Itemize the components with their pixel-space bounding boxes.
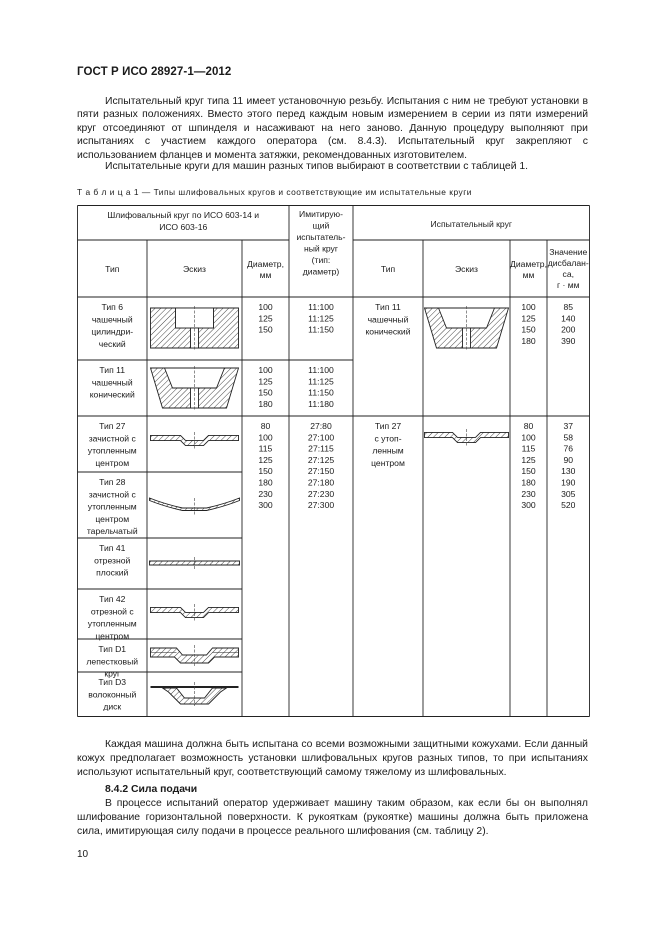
test-wheel-diameter: 180 <box>521 335 536 346</box>
test-wheel-type: Тип 11 <box>375 302 401 312</box>
diameter-value: 100 <box>258 432 273 443</box>
header-imbalance: са, <box>562 269 574 279</box>
table-caption: Т а б л и ц а 1 — Типы шлифовальных кругов и соответствующие им испытательные круги <box>77 187 472 197</box>
header-simulating-wheel: ный круг <box>304 243 338 254</box>
test-wheel-imbalance: 190 <box>561 477 576 488</box>
diameter-value: 150 <box>258 387 273 398</box>
diameter-value: 230 <box>258 488 273 499</box>
header-imbalance: дисбалан- <box>547 258 589 268</box>
grinding-wheel-type: зачистной с <box>88 433 136 444</box>
test-wheel-type: чашечный <box>367 314 409 325</box>
test-wheel-diameter: 300 <box>521 500 536 511</box>
simulating-wheel-value: 11:180 <box>308 398 334 409</box>
grinding-wheel-type: центром <box>95 513 130 524</box>
grinding-wheel-type: Тип 27 <box>99 421 126 431</box>
header-simulating-wheel: Имитирую- <box>299 209 343 219</box>
grinding-wheel-type: Тип 42 <box>99 594 126 604</box>
grinding-wheel-type: тарельчатый <box>86 526 138 537</box>
test-wheel-diameter: 150 <box>521 324 536 335</box>
simulating-wheel-value: 11:100 <box>308 302 334 312</box>
grinding-wheel-type: Тип 11 <box>99 365 126 375</box>
grinding-wheel-type: конический <box>89 389 135 400</box>
simulating-wheel-value: 11:150 <box>308 324 334 335</box>
header-simulating-wheel: (тип: <box>311 255 331 265</box>
simulating-wheel-value: 27:125 <box>307 454 335 465</box>
test-wheel-imbalance: 130 <box>561 466 576 477</box>
simulating-wheel-value: 27:100 <box>307 432 335 443</box>
test-wheel-diameter: 100 <box>521 432 536 443</box>
header-type: Тип <box>105 264 120 274</box>
grinding-wheel-type: плоский <box>96 567 129 578</box>
diameter-value: 80 <box>260 421 271 431</box>
paragraph-feed-force: В процессе испытаний оператор удерживает машину таким образом, как если бы он выполнял шлифование горизонтальной поверхности. К рукояткам (рукоятке) машины должна быть приложена сила, имитирующая силу подачи в процессе реального шлифования (см. таблицу 2). <box>77 798 588 837</box>
simulating-wheel-value: 27:115 <box>308 443 334 454</box>
grinding-wheel-type: отрезной <box>94 555 131 566</box>
header-test-diameter: мм <box>522 270 535 280</box>
header-diameter: Диаметр, <box>247 259 284 269</box>
test-wheel-type: Тип 27 <box>374 421 402 431</box>
grinding-wheel-type: утопленным <box>87 618 137 629</box>
grinding-wheel-type: Тип D1 <box>98 644 127 654</box>
grinding-wheel-type: чашечный <box>91 314 133 325</box>
diameter-value: 100 <box>258 302 273 312</box>
test-wheel-type: ленным <box>372 445 404 456</box>
simulating-wheel-value: 11:125 <box>308 376 334 387</box>
wheel-types-table <box>77 205 590 717</box>
grinding-wheel-type: отрезной с <box>90 606 134 617</box>
grinding-wheel-type: центром <box>95 457 130 468</box>
simulating-wheel-value: 27:150 <box>307 466 335 477</box>
section-heading-feed-force: 8.4.2 Сила подачи <box>105 784 198 795</box>
header-grinding-wheel: ИСО 603-16 <box>159 222 208 232</box>
test-wheel-diameter: 115 <box>521 443 536 454</box>
test-wheel-type: центром <box>371 457 405 468</box>
diameter-value: 150 <box>258 466 273 477</box>
grinding-wheel-type: Тип D3 <box>98 677 127 687</box>
diameter-value: 115 <box>258 443 273 454</box>
test-wheel-diameter: 125 <box>521 454 536 465</box>
test-wheel-type: конический <box>365 326 411 337</box>
simulating-wheel-value: 27:230 <box>307 488 335 499</box>
test-wheel-imbalance: 520 <box>561 500 576 511</box>
grinding-wheel-type: Тип 28 <box>99 477 126 487</box>
simulating-wheel-value: 11:150 <box>308 387 334 398</box>
page-number: 10 <box>77 849 89 860</box>
test-wheel-diameter: 80 <box>523 421 534 431</box>
header-simulating-wheel: испытатель- <box>296 232 346 242</box>
test-wheel-type: с утоп- <box>374 433 402 444</box>
simulating-wheel-value: 27:80 <box>310 421 332 431</box>
test-wheel-imbalance: 58 <box>563 432 574 443</box>
test-wheel-imbalance: 85 <box>563 302 574 312</box>
grinding-wheel-type: диск <box>103 701 122 712</box>
header-test-sketch: Эскиз <box>455 264 478 274</box>
diameter-value: 125 <box>258 454 273 465</box>
test-wheel-diameter: 180 <box>521 477 536 488</box>
grinding-wheel-type: ческий <box>98 338 126 349</box>
diameter-value: 180 <box>258 398 273 409</box>
diameter-value: 300 <box>258 500 273 511</box>
test-wheel-diameter: 100 <box>521 302 536 312</box>
header-imbalance: г · мм <box>556 280 580 290</box>
grinding-wheel-type: зачистной с <box>88 489 136 500</box>
test-wheel-imbalance: 200 <box>561 324 576 335</box>
diameter-value: 180 <box>258 477 273 488</box>
document-header: ГОСТ Р ИСО 28927-1—2012 <box>77 66 232 78</box>
test-wheel-diameter: 150 <box>521 466 536 477</box>
test-wheel-imbalance: 140 <box>561 313 576 324</box>
grinding-wheel-type: Тип 6 <box>101 302 123 312</box>
header-imbalance: Значение <box>549 247 588 257</box>
grinding-wheel-type: лепестковый <box>86 656 139 667</box>
test-wheel-imbalance: 90 <box>563 454 574 465</box>
test-wheel-imbalance: 305 <box>561 488 576 499</box>
simulating-wheel-value: 27:180 <box>307 477 335 488</box>
test-wheel-imbalance: 76 <box>563 443 574 454</box>
simulating-wheel-value: 11:100 <box>308 365 334 375</box>
grinding-wheel-type: утопленным <box>87 445 137 456</box>
simulating-wheel-value: 27:300 <box>307 500 335 511</box>
header-sketch: Эскиз <box>183 264 206 274</box>
test-wheel-imbalance: 390 <box>561 335 576 346</box>
test-wheel-imbalance: 37 <box>563 421 574 431</box>
grinding-wheel-type: утопленным <box>87 501 137 512</box>
grinding-wheel-type: цилиндри- <box>91 326 134 337</box>
header-grinding-wheel: Шлифовальный круг по ИСО 603-14 и <box>107 210 260 220</box>
diameter-value: 125 <box>258 376 273 387</box>
test-wheel-diameter: 125 <box>521 313 536 324</box>
header-test-diameter: Диаметр, <box>510 259 547 269</box>
header-diameter: мм <box>259 270 272 280</box>
header-simulating-wheel: диаметр) <box>302 266 340 277</box>
diameter-value: 150 <box>258 324 273 335</box>
grinding-wheel-type: круг <box>104 668 121 679</box>
test-wheel-diameter: 230 <box>521 488 536 499</box>
header-simulating-wheel: щий <box>312 220 330 231</box>
paragraph-test-wheel-type-11: Испытательный круг типа 11 имеет установочную резьбу. Испытания с ним не требуют установки в пяти разных положениях. Вместо этого перед каждым новым измерением в серии из пяти измерений круг отсоединяют от шпинделя и насаживают на него заново. Данную процедуру выполняют при испытаниях с участием каждого оператора (см. 8.4.3). Испытательный круг закрепляют с использованием фланцев и момента затяжки, рекомендованных изготовителем. <box>77 96 588 161</box>
paragraph-guards: Каждая машина должна быть испытана со всеми возможными защитными кожухами. Если данный кожух предполагает возможность установки шлифовальных кругов разных типов, то при испытаниях используют испытательный круг, соответствующий самому тяжелому из шлифовальных. <box>77 739 588 778</box>
header-test-type: Тип <box>380 264 396 274</box>
diameter-value: 125 <box>258 313 273 324</box>
grinding-wheel-type: Тип 41 <box>99 543 126 553</box>
grinding-wheel-type: центром <box>95 630 130 641</box>
header-test-wheel: Испытательный круг <box>430 219 513 229</box>
diameter-value: 100 <box>258 365 273 375</box>
simulating-wheel-value: 11:125 <box>308 313 334 324</box>
paragraph-table-reference: Испытательные круги для машин разных типов выбирают в соответствии с таблицей 1. <box>105 161 529 172</box>
grinding-wheel-type: чашечный <box>91 377 133 388</box>
grinding-wheel-type: волоконный <box>88 689 137 700</box>
